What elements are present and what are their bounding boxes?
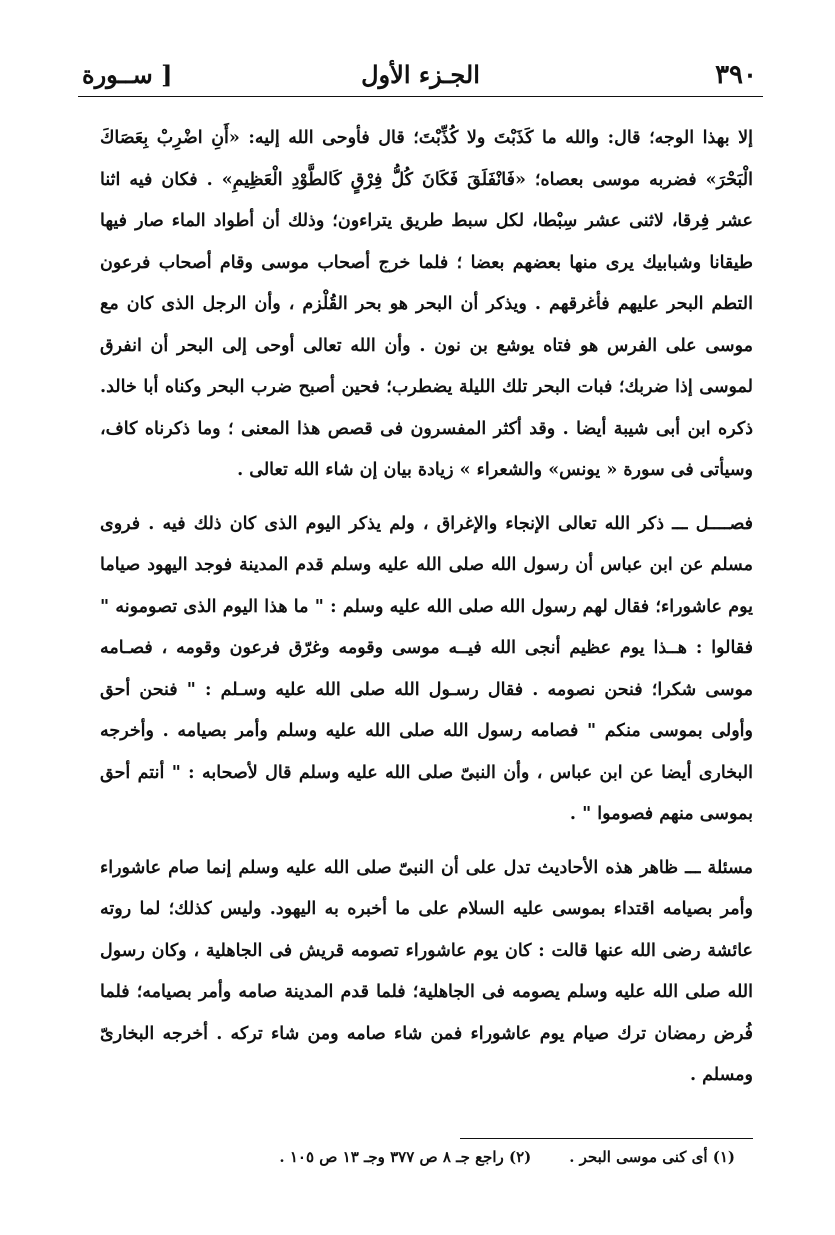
surah-label: [ ســورة [82,60,173,89]
footnote-divider [460,1138,753,1139]
main-text [100,118,753,1097]
footnotes [220,1148,735,1166]
paragraph-fasl: فصــــل ـــ ذكر الله تعالى الإنجاء والإغراق ، ولم يذكر اليوم الذى كان ذلك فيه . فروى مسلم عن ابن عباس أن رسول الله صلى الله عليه وسلم قدم المدينة فوجد اليهود صياما يوم عاشوراء؛ فقال لهم رسول الله صلى الله عليه وسلم : " ما هذا اليوم الذى تصومونه " فقالوا : هــذا يوم عظيم أنجى الله فيــه موسى وقومه وغرّق فرعون وقومه ، فصـامه موسى شكرا؛ فنحن نصومه . فقال رسـول الله صلى الله عليه وسـلم : " فنحن أحق وأولى بموسى منكم " فصامه رسول الله صلى الله عليه وسلم وأمر بصيامه . وأخرجه البخارى أيضا عن ابن عباس ، وأن النبىّ صلى الله عليه وسلم قال لأصحابه : " أنتم أحق بموسى منهم فصوموا " . [100,513,753,824]
footnote-1: (١) أى كنى موسى البحر . [569,1148,735,1166]
paragraph-story: إلا بهذا الوجه؛ قال: والله ما كَذَبْتَ ولا كُذِّبْتَ؛ قال فأوحى الله إليه: «أَنِ اضْرِبْ بِعَصَاكَ الْبَحْرَ» فضربه موسى بعصاه؛ «فَانْفَلَقَ فَكَانَ كُلُّ فِرْقٍ كَالطَّوْدِ الْعَظِيمِ» . فكان فيه اثنا عشر فِرقا، لاثنى عشر سِبْطا، لكل سبط طريق يتراءون؛ وذلك أن أطواد الماء صار فيها طيقانا وشبابيك يرى منها بعضهم بعضا ؛ فلما خرج أصحاب موسى وقام أصحاب فرعون التطم البحر عليهم فأغرقهم . ويذكر أن البحر هو بحر القُلْزم ، وأن الرجل الذى كان مع موسى على الفرس هو فتاه يوشع بن نون . وأن الله تعالى أوحى إلى البحر أن انفرق لموسى إذا ضربك؛ فبات البحر تلك الليلة يضطرب؛ فحين أصبح ضرب البحر وكناه أبا خالد. ذكره ابن أبى شيبة أيضا . وقد أكثر المفسرون فى قصص هذا المعنى ؛ وما ذكرناه كاف، وسيأتى فى سورة « يونس» والشعراء » زيادة بيان إن شاء الله تعالى . [100,128,753,480]
footnote-2: (٢) راجع جـ ٨ ص ٣٧٧ وجـ ١٣ ص ١٠٥ . [279,1148,532,1166]
page-number: ٣٩٠ [715,60,757,90]
part-title: الجـزء الأول [361,60,480,89]
page-header [78,58,763,97]
paragraph-masala: مسئلة ـــ ظاهر هذه الأحاديث تدل على أن النبىّ صلى الله عليه وسلم إنما صام عاشوراء وأمر بصيامه اقتداء بموسى عليه السلام على ما أخبره به اليهود. وليس كذلك؛ لما روته عائشة رضى الله عنها قالت : كان يوم عاشوراء تصومه قريش فى الجاهلية ، وكان رسول الله صلى الله عليه وسلم يصومه فى الجاهلية؛ فلما قدم المدينة صامه وأمر بصيامه؛ فلما فُرض رمضان ترك صيام يوم عاشوراء فمن شاء صامه ومن شاء تركه . أخرجه البخارىّ ومسلم . [100,857,753,1085]
